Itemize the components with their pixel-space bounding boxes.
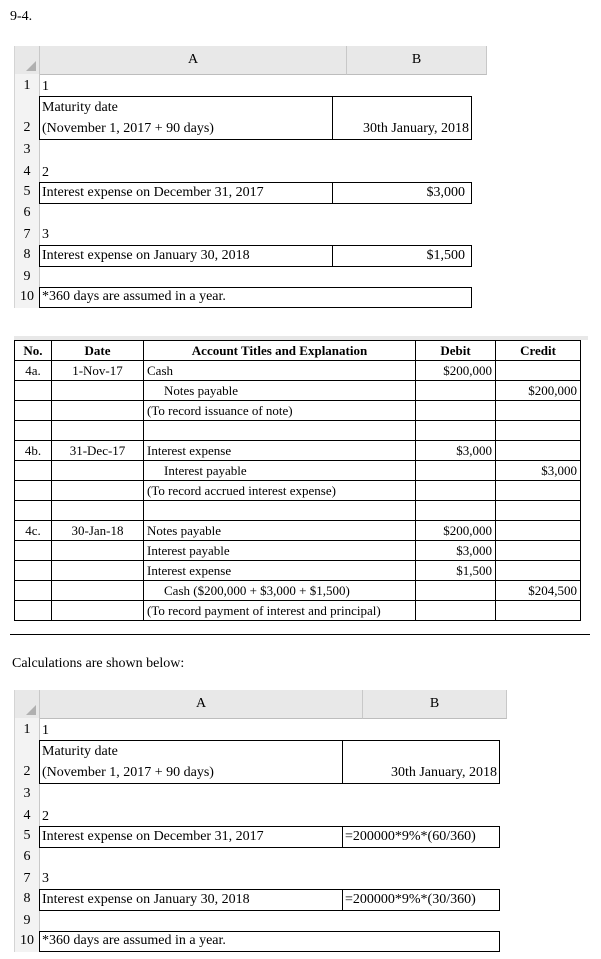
row-header-10[interactable]: 10: [20, 933, 34, 948]
entry-date: 30-Jan-18: [52, 521, 144, 541]
row-header-2[interactable]: 2: [23, 764, 31, 779]
row-header-7[interactable]: 7: [23, 871, 31, 886]
cell-b2[interactable]: 30th January, 2018: [390, 765, 497, 780]
exercise-heading: 9-4.: [10, 9, 33, 24]
column-header-a[interactable]: A: [40, 690, 363, 719]
debit-amount: $1,500: [416, 561, 496, 581]
cell-b5[interactable]: $3,000: [426, 185, 465, 200]
header-no: No.: [15, 341, 52, 361]
account-line: Interest expense: [144, 561, 416, 581]
account-line: Cash ($200,000 + $3,000 + $1,500): [144, 581, 416, 601]
explanation: (To record accrued interest expense): [144, 481, 416, 501]
entry-date: 31-Dec-17: [52, 441, 144, 461]
row-header-8[interactable]: 8: [23, 891, 31, 906]
journal-table: [14, 340, 581, 621]
select-all-corner[interactable]: [15, 690, 40, 719]
explanation: (To record issuance of note): [144, 401, 416, 421]
account-line: Interest payable: [144, 541, 416, 561]
account-line: Interest payable: [144, 461, 416, 481]
row-header-3[interactable]: 3: [23, 142, 31, 157]
cell-a7[interactable]: 3: [42, 871, 49, 886]
cell-a5[interactable]: Interest expense on December 31, 2017: [42, 185, 264, 200]
table-row: [15, 561, 581, 581]
credit-amount: $200,000: [496, 381, 581, 401]
spreadsheet-results: [14, 46, 477, 308]
account-line: Cash: [144, 361, 416, 381]
cell-b5-formula[interactable]: =200000*9%*(60/360): [345, 829, 476, 844]
row-header-8[interactable]: 8: [23, 247, 31, 262]
header-account: Account Titles and Explanation: [144, 341, 416, 361]
column-header-a[interactable]: A: [40, 46, 347, 75]
account-line: Notes payable: [144, 381, 416, 401]
debit-amount: $3,000: [416, 541, 496, 561]
cell-b2[interactable]: 30th January, 2018: [362, 121, 469, 136]
cell-a5[interactable]: Interest expense on December 31, 2017: [42, 829, 264, 844]
debit-amount: $200,000: [416, 361, 496, 381]
row-header-2[interactable]: 2: [23, 120, 31, 135]
cell-a8[interactable]: Interest expense on January 30, 2018: [42, 892, 250, 907]
journal-entries: [14, 336, 588, 618]
row-header-3[interactable]: 3: [23, 786, 31, 801]
row-header-4[interactable]: 4: [23, 808, 31, 823]
table-row: [15, 381, 581, 401]
cell-a4[interactable]: 2: [42, 165, 49, 180]
entry-no: 4b.: [15, 441, 52, 461]
table-row: [15, 481, 581, 501]
cell-a10[interactable]: *360 days are assumed in a year.: [42, 289, 226, 304]
row-header-6[interactable]: 6: [23, 205, 31, 220]
row-header-6[interactable]: 6: [23, 849, 31, 864]
calculations-label: Calculations are shown below:: [12, 656, 185, 671]
header-credit: Credit: [496, 341, 581, 361]
header-debit: Debit: [416, 341, 496, 361]
cell-a7[interactable]: 3: [42, 227, 49, 242]
cell-a2-line2[interactable]: (November 1, 2017 + 90 days): [42, 121, 214, 136]
entry-no: 4a.: [15, 361, 52, 381]
table-row: [15, 581, 581, 601]
row-header-7[interactable]: 7: [23, 227, 31, 242]
cell-a10[interactable]: *360 days are assumed in a year.: [42, 933, 226, 948]
table-row: [15, 601, 581, 621]
cell-a2-line2[interactable]: (November 1, 2017 + 90 days): [42, 765, 214, 780]
column-header-b[interactable]: B: [347, 46, 487, 75]
header-date: Date: [52, 341, 144, 361]
cell-a2-line1[interactable]: Maturity date: [42, 744, 118, 759]
cell-a1[interactable]: 1: [42, 79, 49, 94]
cell-b8-formula[interactable]: =200000*9%*(30/360): [345, 892, 476, 907]
cell-b8[interactable]: $1,500: [426, 248, 465, 263]
table-row: [15, 541, 581, 561]
spreadsheet-formulas: [14, 690, 507, 952]
select-all-corner[interactable]: [15, 46, 40, 75]
account-line: Interest expense: [144, 441, 416, 461]
table-row: [15, 401, 581, 421]
row-header-9[interactable]: 9: [23, 269, 31, 284]
entry-no: 4c.: [15, 521, 52, 541]
table-row: [15, 461, 581, 481]
cell-a4[interactable]: 2: [42, 809, 49, 824]
row-header-5[interactable]: 5: [23, 828, 31, 843]
row-header-9[interactable]: 9: [23, 913, 31, 928]
credit-amount: $204,500: [496, 581, 581, 601]
explanation: (To record payment of interest and principal): [144, 601, 416, 621]
section-divider: [10, 634, 590, 635]
cell-a1[interactable]: 1: [42, 723, 49, 738]
row-header-4[interactable]: 4: [23, 164, 31, 179]
table-row: [15, 361, 581, 381]
debit-amount: $200,000: [416, 521, 496, 541]
table-row: [15, 521, 581, 541]
entry-date: 1-Nov-17: [52, 361, 144, 381]
table-row: [15, 441, 581, 461]
account-line: Notes payable: [144, 521, 416, 541]
column-header-b[interactable]: B: [363, 690, 507, 719]
cell-a8[interactable]: Interest expense on January 30, 2018: [42, 248, 250, 263]
credit-amount: $3,000: [496, 461, 581, 481]
cell-a2-line1[interactable]: Maturity date: [42, 100, 118, 115]
row-header-1[interactable]: 1: [23, 78, 31, 93]
row-header-1[interactable]: 1: [23, 722, 31, 737]
row-header-5[interactable]: 5: [23, 184, 31, 199]
row-header-10[interactable]: 10: [20, 289, 34, 304]
debit-amount: $3,000: [416, 441, 496, 461]
